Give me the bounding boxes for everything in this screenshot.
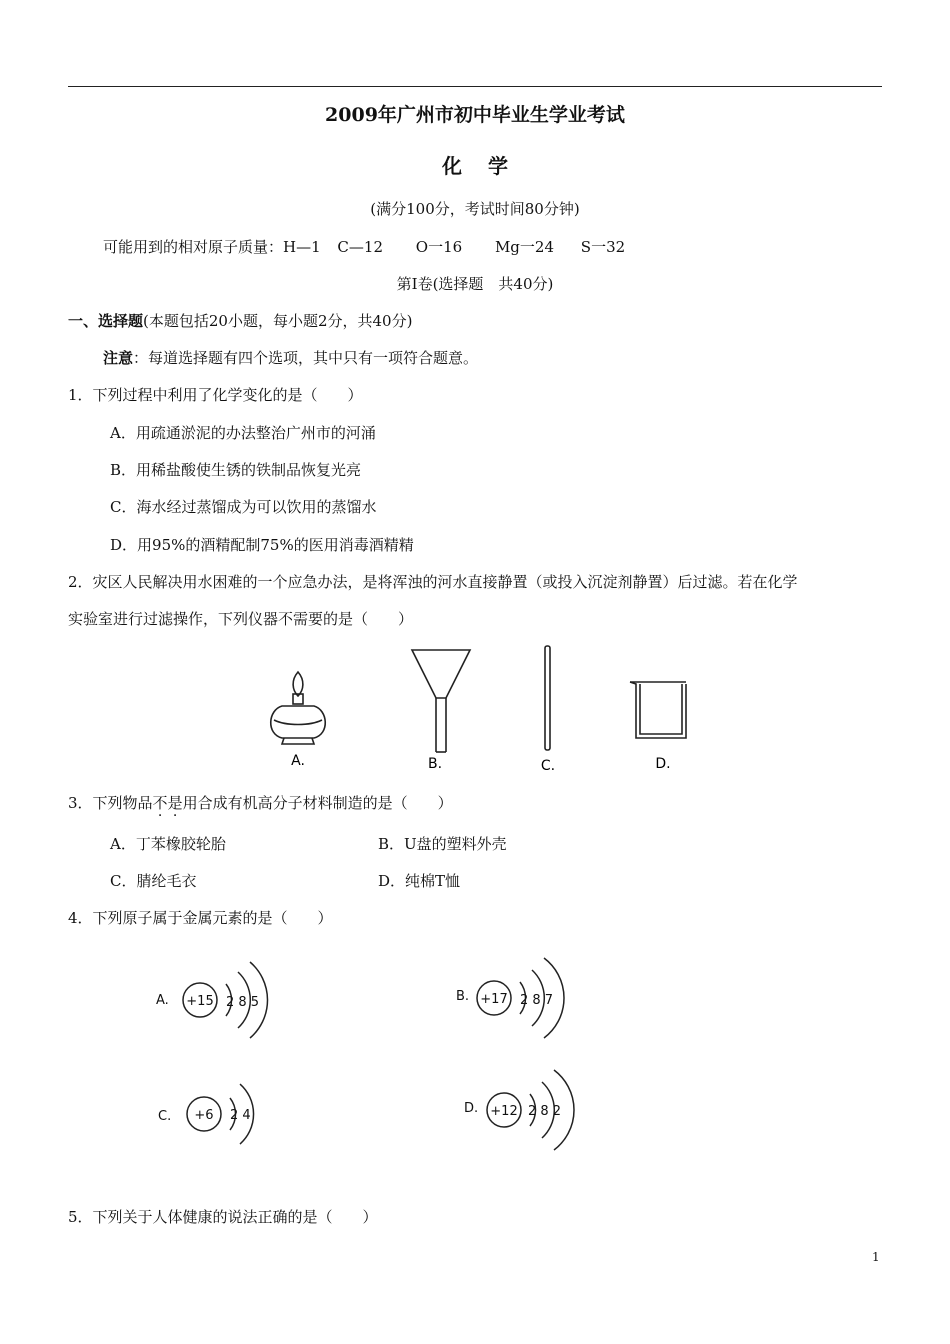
section-note-rest: ：每道选择题有四个选项，其中只有一项符合题意。 xyxy=(133,349,479,367)
atom-b-nucleus: +17 xyxy=(480,992,508,1007)
q1-option-b: B．用稀盐酸使生锈的铁制品恢复光亮 xyxy=(110,461,362,479)
volume-heading: 第Ⅰ卷(选择题 共40分) xyxy=(396,275,554,293)
atomic-mass-line xyxy=(103,236,625,257)
atom-c-label: C. xyxy=(158,1109,172,1124)
atom-a-label: A. xyxy=(156,993,169,1008)
section-note xyxy=(103,347,478,368)
q2-label-a: A. xyxy=(291,753,305,769)
section-note-bold: 注意 xyxy=(103,349,134,367)
q1-option-c: C．海水经过蒸馏成为可以饮用的蒸馏水 xyxy=(110,498,377,516)
beaker-icon xyxy=(630,682,686,738)
glass-rod-icon xyxy=(545,646,550,750)
q2-label-b: B. xyxy=(427,756,443,772)
q2-stem-line1: 2．灾区人民解决用水困难的一个应急办法，是将浑浊的河水直接静置（或投入沉淀剂静置）后过滤。若在化学 xyxy=(68,573,798,591)
atom-c-shells: 2 4 xyxy=(230,1108,251,1123)
header-rule xyxy=(68,86,882,87)
q1-stem: 1．下列过程中利用了化学变化的是（ ） xyxy=(68,386,363,404)
q3-emphasis-2: 是 xyxy=(167,794,183,812)
atomic-mass-s: S一32 xyxy=(580,238,626,256)
q3-option-a: A．丁苯橡胶轮胎 xyxy=(110,835,226,853)
atomic-mass-c: C—12 xyxy=(337,238,383,256)
funnel-icon xyxy=(412,650,470,752)
atom-d-nucleus: +12 xyxy=(490,1104,518,1119)
section-heading-rest: (本题包括20小题，每小题2分，共40分) xyxy=(143,312,413,330)
page-number: 1 xyxy=(872,1250,880,1264)
q3-option-b: B．U盘的塑料外壳 xyxy=(378,835,507,853)
atomic-mass-mg: Mg一24 xyxy=(494,238,555,256)
atom-d-shells: 2 8 2 xyxy=(528,1104,562,1119)
q2-apparatus-figure xyxy=(260,640,720,780)
q3-stem-post: 用合成有机高分子材料制造的是（ ） xyxy=(182,794,453,812)
q1-option-d: D．用95%的酒精配制75%的医用消毒酒精精 xyxy=(110,536,414,554)
alcohol-lamp-icon xyxy=(271,672,326,744)
atomic-mass-h: H—1 xyxy=(283,238,321,256)
q1-option-a: A．用疏通淤泥的办法整治广州市的河涌 xyxy=(110,424,376,442)
section-heading xyxy=(68,310,412,331)
atom-b-label: B. xyxy=(456,989,470,1004)
q3-stem-pre: 3．下列物品 xyxy=(68,794,153,812)
q2-label-c: C. xyxy=(540,758,556,774)
exam-subject: 化学 xyxy=(442,154,534,178)
atomic-mass-label: 可能用到的相对原子质量： xyxy=(103,238,284,256)
atom-d-label: D. xyxy=(464,1101,479,1116)
q3-option-c: C．腈纶毛衣 xyxy=(110,872,197,890)
q4-atom-diagrams xyxy=(140,940,600,1170)
q2-stem-line2: 实验室进行过滤操作，下列仪器不需要的是（ ） xyxy=(68,610,414,628)
atomic-mass-o: O一16 xyxy=(415,238,463,256)
q5-stem: 5．下列关于人体健康的说法正确的是（ ） xyxy=(68,1208,378,1226)
exam-info: (满分100分，考试时间80分钟) xyxy=(370,200,580,218)
exam-title: 2009年广州市初中毕业生学业考试 xyxy=(325,104,625,126)
atom-b-shells: 2 8 7 xyxy=(520,993,554,1008)
q3-stem xyxy=(68,792,453,813)
q3-emphasis-1: 不 xyxy=(152,794,168,812)
q4-stem: 4．下列原子属于金属元素的是（ ） xyxy=(68,909,333,927)
section-heading-bold: 一、选择题 xyxy=(68,312,144,330)
q2-label-d: D. xyxy=(655,756,671,772)
atom-a-shells: 2 8 5 xyxy=(226,995,260,1010)
q3-option-d: D．纯棉T恤 xyxy=(378,872,461,890)
atom-a-nucleus: +15 xyxy=(186,994,214,1009)
atom-c-nucleus: +6 xyxy=(194,1108,214,1123)
